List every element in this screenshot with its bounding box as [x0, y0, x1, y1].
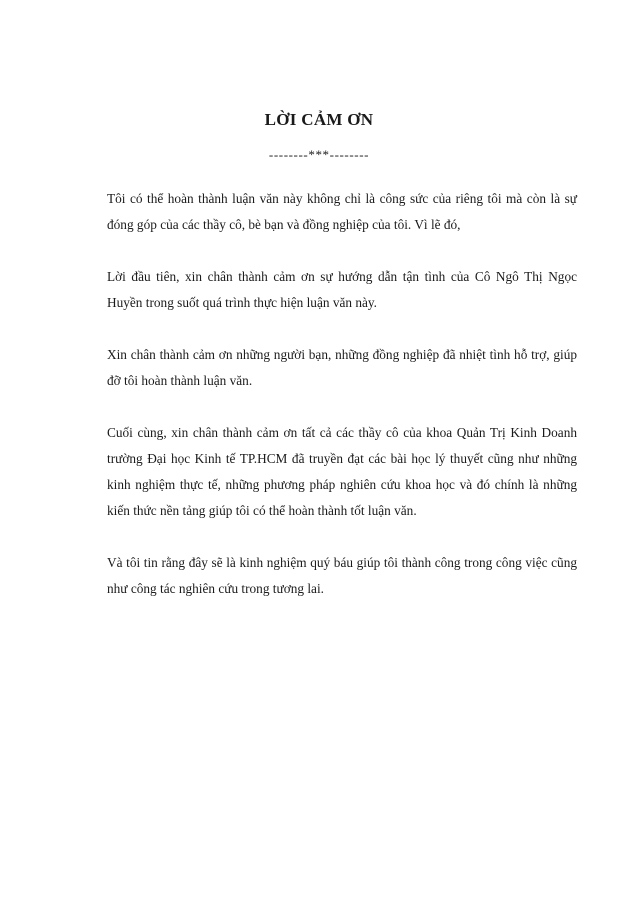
paragraph-intro: Tôi có thể hoàn thành luận văn này không chỉ là công sức của riêng tôi mà còn là sự đóng góp của các thầy cô, bè bạn và đồng nghiệp của tôi. Vì lẽ đó,	[107, 191, 577, 232]
paragraph-advisor: Lời đầu tiên, xin chân thành cảm ơn sự hướng dẫn tận tình của Cô Ngô Thị Ngọc Huyền trong suốt quá trình thực hiện luận văn này.	[107, 269, 577, 310]
paragraph-faculty: Cuối cùng, xin chân thành cảm ơn tất cả các thầy cô của khoa Quản Trị Kinh Doanh trường Đại học Kinh tế TP.HCM đã truyền đạt các bài học lý thuyết cũng như những kinh nghiệm thực tế, những phương pháp nghiên cứu khoa học và đó chính là những kiến thức nền tảng giúp tôi có thể hoàn thành tốt luận văn.	[107, 425, 577, 518]
acknowledgement-body	[107, 186, 577, 628]
paragraph-colleagues: Xin chân thành cảm ơn những người bạn, những đồng nghiệp đã nhiệt tình hỗ trợ, giúp đỡ tôi hoàn thành luận văn.	[107, 347, 577, 388]
paragraph-closing: Và tôi tin rằng đây sẽ là kinh nghiệm quý báu giúp tôi thành công trong công việc cũng như công tác nghiên cứu trong tương lai.	[107, 555, 577, 596]
title-separator: --------***--------	[268, 147, 370, 162]
page-title: LỜI CẢM ƠN	[264, 110, 374, 129]
